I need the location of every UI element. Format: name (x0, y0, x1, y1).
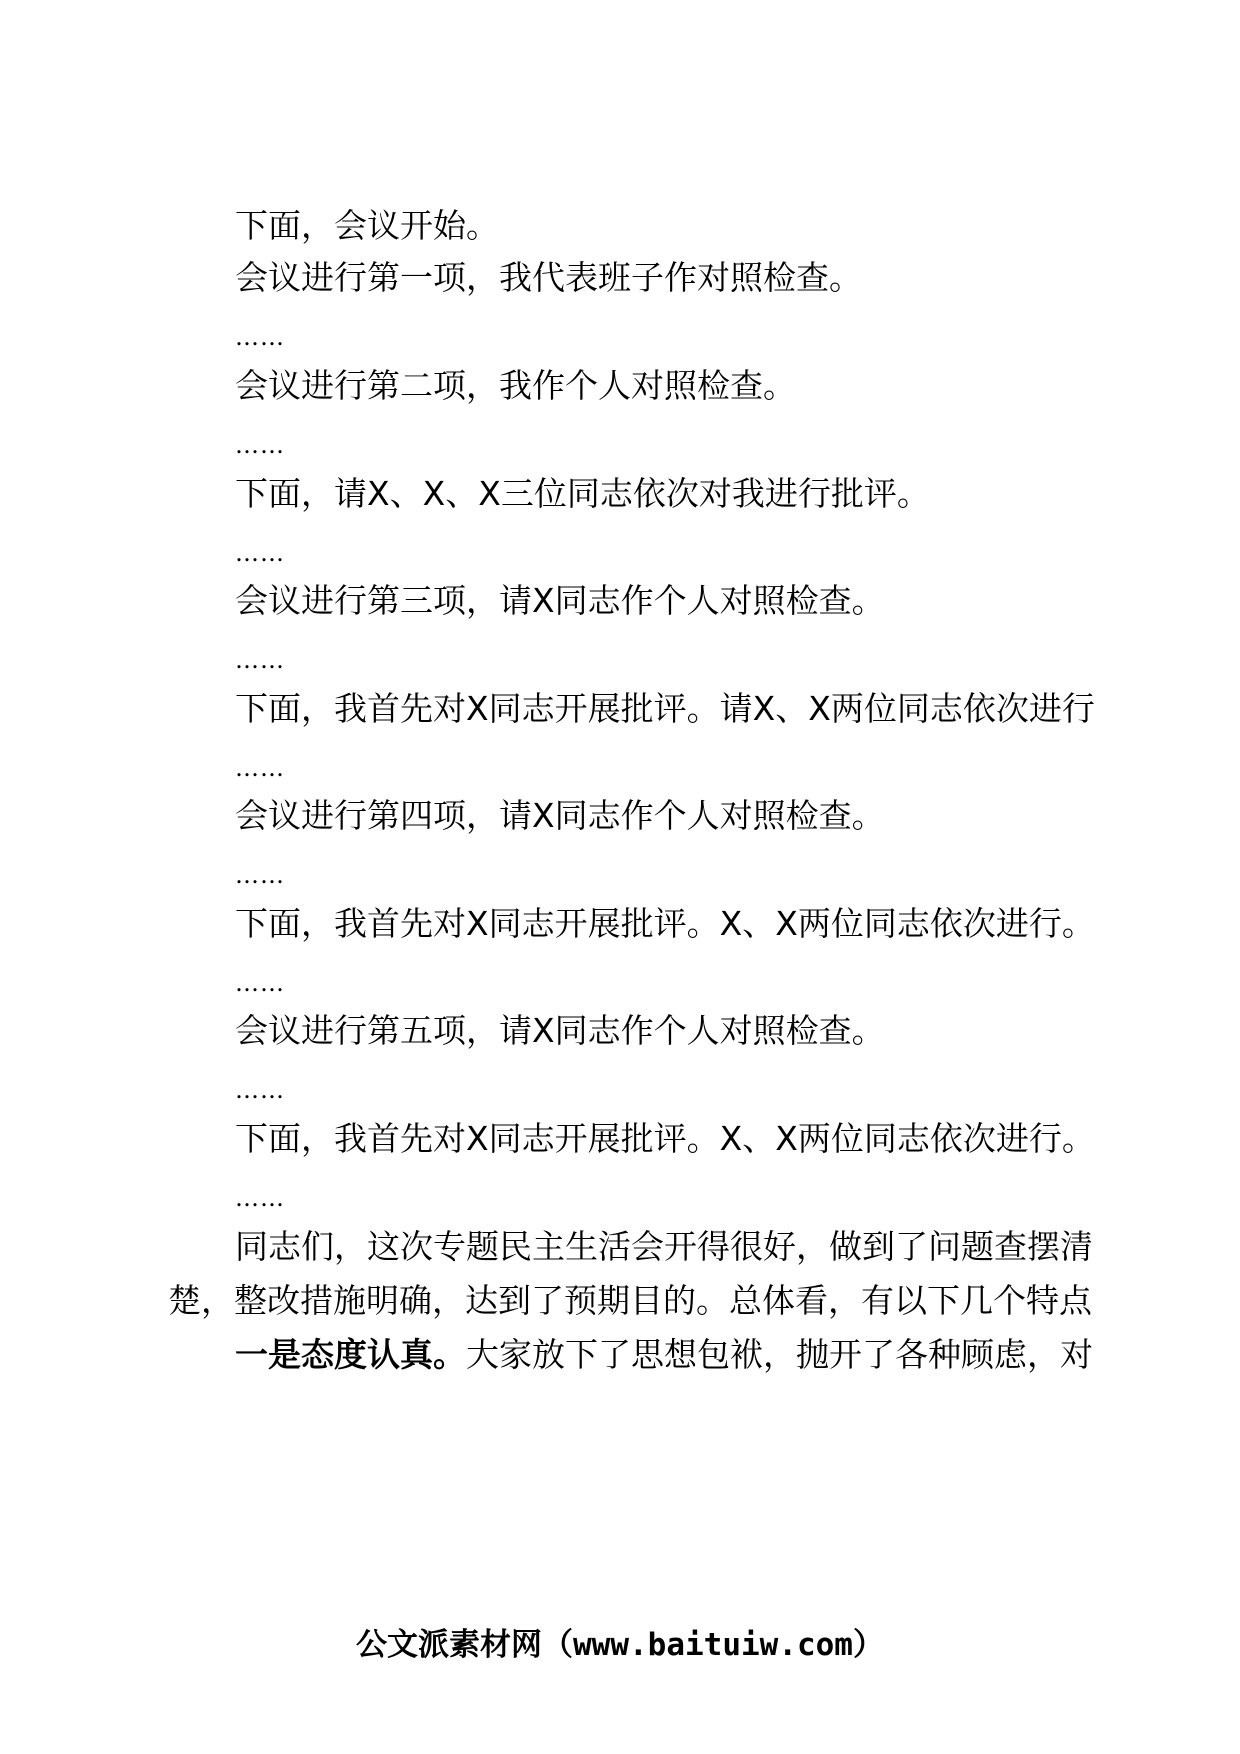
ellipsis-line: …… (235, 646, 285, 674)
paragraph-line: 会议进行第四项，请X同志作个人对照检查。 (235, 796, 885, 835)
ellipsis-line: …… (235, 431, 285, 459)
paragraph-line: 下面，我首先对X同志开展批评。X、X两位同志依次进行。 (235, 904, 1095, 943)
paragraph-line: 下面，我首先对X同志开展批评。请X、X两位同志依次进行 (235, 689, 1095, 728)
footer-url: （www.baituiw.com） (542, 1627, 884, 1663)
paragraph-line: 会议进行第二项，我作个人对照检查。 (235, 366, 796, 405)
ellipsis-line: …… (235, 969, 285, 997)
ellipsis-line: …… (235, 323, 285, 351)
point-one-line (168, 1334, 1128, 1376)
ellipsis-line: …… (235, 539, 285, 567)
ellipsis-line: …… (235, 754, 285, 782)
point-one-heading: 一是态度认真。 (235, 1335, 466, 1374)
paragraph-line: 会议进行第一项，我代表班子作对照检查。 (235, 258, 862, 297)
summary-line: 同志们，这次专题民主生活会开得很好，做到了问题查摆清 (235, 1227, 1093, 1266)
ellipsis-line: …… (235, 861, 285, 889)
paragraph-line: 下面，请X、X、X三位同志依次对我进行批评。 (235, 474, 930, 513)
paragraph-line: 下面，我首先对X同志开展批评。X、X两位同志依次进行。 (235, 1119, 1095, 1158)
ellipsis-line: …… (235, 1076, 285, 1104)
paragraph-line: 会议进行第五项，请X同志作个人对照检查。 (235, 1011, 885, 1050)
footer-site-name: 公文派素材网 (356, 1627, 543, 1663)
paragraph-line: 下面，会议开始。 (235, 206, 499, 245)
paragraph-line: 会议进行第三项，请X同志作个人对照检查。 (235, 581, 885, 620)
summary-line-continued: 楚，整改措施明确，达到了预期目的。总体看，有以下几个特点 (168, 1281, 1092, 1320)
footer-watermark (0, 1625, 1240, 1665)
point-one-text: 大家放下了思想包袱，抛开了各种顾虑，对 (466, 1335, 1093, 1374)
ellipsis-line: …… (235, 1184, 285, 1212)
